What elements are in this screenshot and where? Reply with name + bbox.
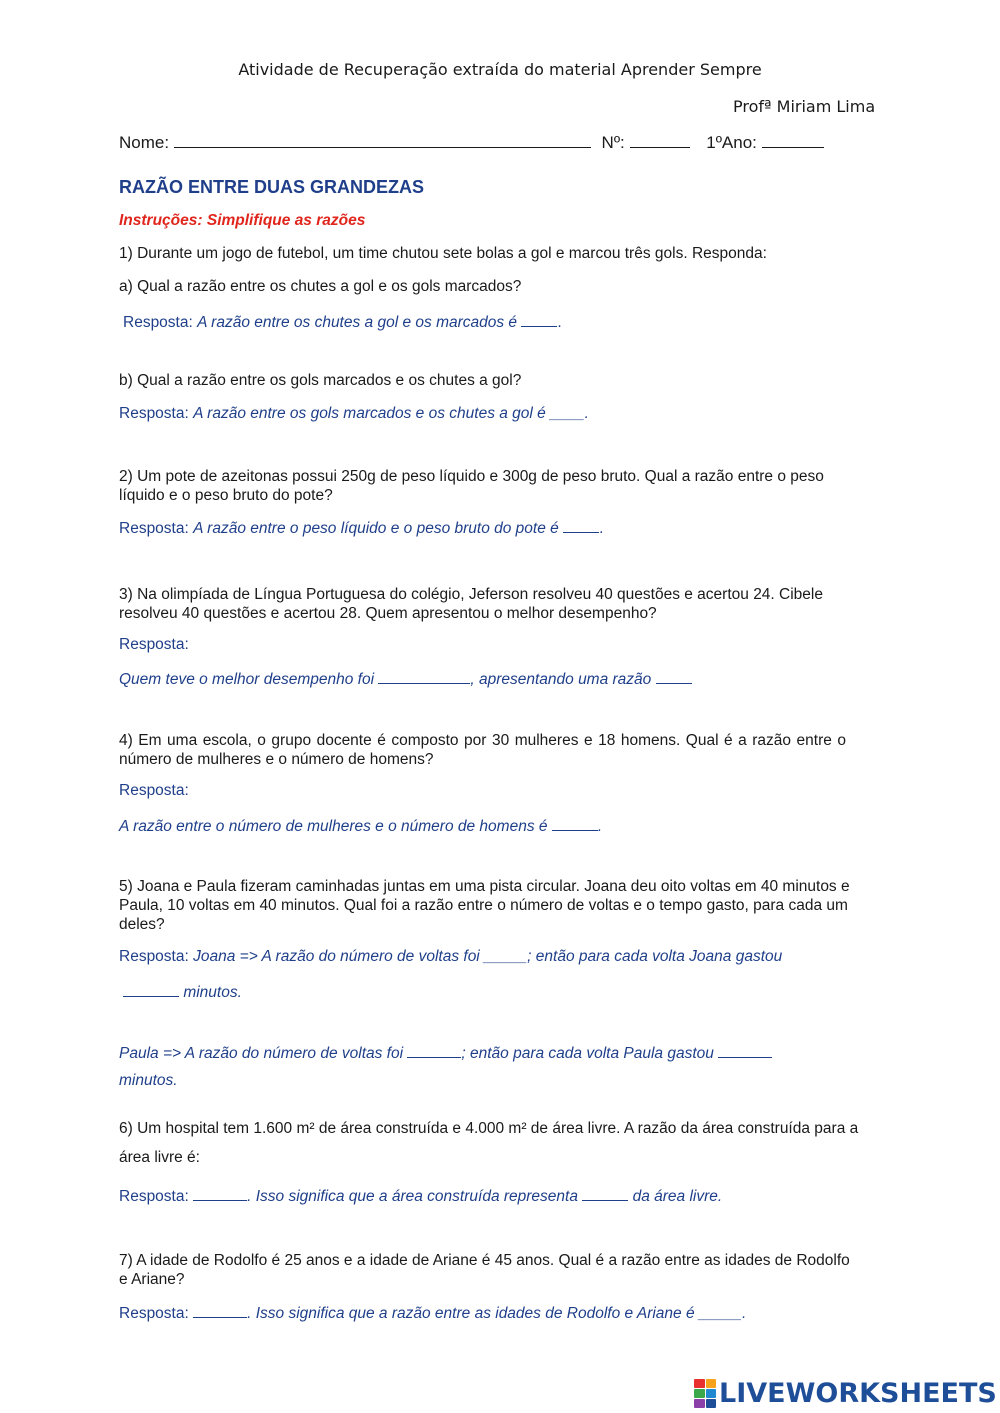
nome-label: Nome: [119,133,170,152]
page-title: RAZÃO ENTRE DUAS GRANDEZAS [119,177,425,197]
q5-paula-text-2: ; então para cada volta Paula gastou [461,1045,714,1062]
q5-joana-minutes [123,982,242,1002]
q5-joana-minutes-text: minutos. [183,984,242,1001]
q4-answer: A razão entre o número de mulheres e o número de homens é . [119,818,603,835]
q6-text: 6) Um hospital tem 1.600 m² de área construída e 4.000 m² de área livre. A razão da área construída para a área livre é: [119,1120,859,1166]
q1b-answer [119,405,589,423]
q1a-answer-text: A razão entre os chutes a gol e os marcados é [197,314,518,331]
q6-fraction-blank[interactable] [582,1186,628,1201]
q3-answer-text-1: Quem teve o melhor desempenho foi [119,671,375,688]
q1a-answer-blank[interactable] [521,312,557,327]
instructions: Instruções: Simplifique as razões [119,212,366,229]
q5-text: 5) Joana e Paula fizeram caminhadas juntas em uma pista circular. Joana deu oito voltas em 40 minutos e Paula, 10 voltas em 40 minutos. Qual foi a razão entre o número de voltas e o tempo gasto, para cada um deles? [119,878,850,933]
q6-answer [119,1186,722,1206]
q5-joana-minutes-blank[interactable] [123,982,179,997]
document-subtitle: Atividade de Recuperação extraída do material Aprender Sempre [238,60,762,79]
liveworksheets-logo-icon [694,1379,716,1409]
q6-answer-label: Resposta: [119,1188,189,1205]
q5-paula-minutes-blank[interactable] [718,1043,772,1058]
q7-answer-text[interactable]: . Isso significa que a razão entre as idades de Rodolfo e Ariane é _____. [247,1305,747,1322]
q3-answer [119,669,692,689]
nome-field[interactable] [174,135,591,148]
q5-answer-label: Resposta: [119,948,189,965]
q3-ratio-blank[interactable] [656,669,692,684]
q1a-answer-label: Resposta: [123,314,193,331]
teacher-name: Profª Miriam Lima [733,97,876,116]
q1a-answer: Resposta: A razão entre os chutes a gol e os marcados é . [123,314,562,331]
ano-field[interactable] [762,135,824,148]
q2-answer: Resposta: A razão entre o peso líquido e o peso bruto do pote é . [119,520,604,537]
q4-answer-text: A razão entre o número de mulheres e o número de homens é [119,818,548,835]
q1b-answer-text[interactable]: A razão entre os gols marcados e os chutes a gol é ____. [193,405,589,422]
q2-answer-label: Resposta: [119,520,189,537]
q1b-text: b) Qual a razão entre os gols marcados e os chutes a gol? [119,372,522,389]
q4-answer-label: Resposta: [119,782,189,799]
q1-text: 1) Durante um jogo de futebol, um time chutou sete bolas a gol e marcou três gols. Responda: [119,245,767,262]
q6-answer-text-1: . Isso significa que a área construída representa [247,1188,578,1205]
q4-text: 4) Em uma escola, o grupo docente é composto por 30 mulheres e 18 homens. Qual é a razão entre o número de mulheres e o número de homens? [119,732,846,768]
q3-answer-text-2: , apresentando uma razão [470,671,652,688]
q7-answer [119,1303,746,1323]
q7-text: 7) A idade de Rodolfo é 25 anos e a idade de Ariane é 45 anos. Qual é a razão entre as idades de Rodolfo e Ariane? [119,1252,850,1288]
ano-label: 1ºAno: [706,133,757,152]
q5-paula-answer [119,1043,772,1063]
q2-answer-text: A razão entre o peso líquido e o peso bruto do pote é [193,520,559,537]
q3-name-blank[interactable] [378,669,470,684]
q7-ratio-blank[interactable] [193,1303,247,1318]
q1a-text: a) Qual a razão entre os chutes a gol e os gols marcados? [119,278,522,295]
q2-text: 2) Um pote de azeitonas possui 250g de peso líquido e 300g de peso bruto. Qual a razão entre o peso líquido e o peso bruto do pote? [119,468,824,504]
q5-paula-minutes-text: minutos. [119,1072,178,1089]
q5-paula-text-1: Paula => A razão do número de voltas foi [119,1045,404,1062]
numero-field[interactable] [630,135,690,148]
student-info-line [119,133,824,153]
q5-joana-answer [119,948,782,966]
q6-answer-text-2: da área livre. [632,1188,723,1205]
q6-ratio-blank[interactable] [193,1186,247,1201]
q4-answer-blank[interactable] [552,816,598,831]
q5-paula-ratio-blank[interactable] [407,1043,461,1058]
numero-label: Nº: [601,133,625,152]
q7-answer-label: Resposta: [119,1305,189,1322]
liveworksheets-logo [694,1378,997,1409]
q5-joana-text[interactable]: Joana => A razão do número de voltas foi _____; então para cada volta Joana gastou [193,948,783,965]
q2-answer-blank[interactable] [563,518,599,533]
q1b-answer-label: Resposta: [119,405,189,422]
q3-text: 3) Na olimpíada de Língua Portuguesa do colégio, Jeferson resolveu 40 questões e acertou 24. Cibele resolveu 40 questões e acertou 28. Quem apresentou o melhor desempenho? [119,586,823,622]
q3-answer-label: Resposta: [119,636,189,653]
liveworksheets-logo-text: LIVEWORKSHEETS [719,1378,997,1409]
